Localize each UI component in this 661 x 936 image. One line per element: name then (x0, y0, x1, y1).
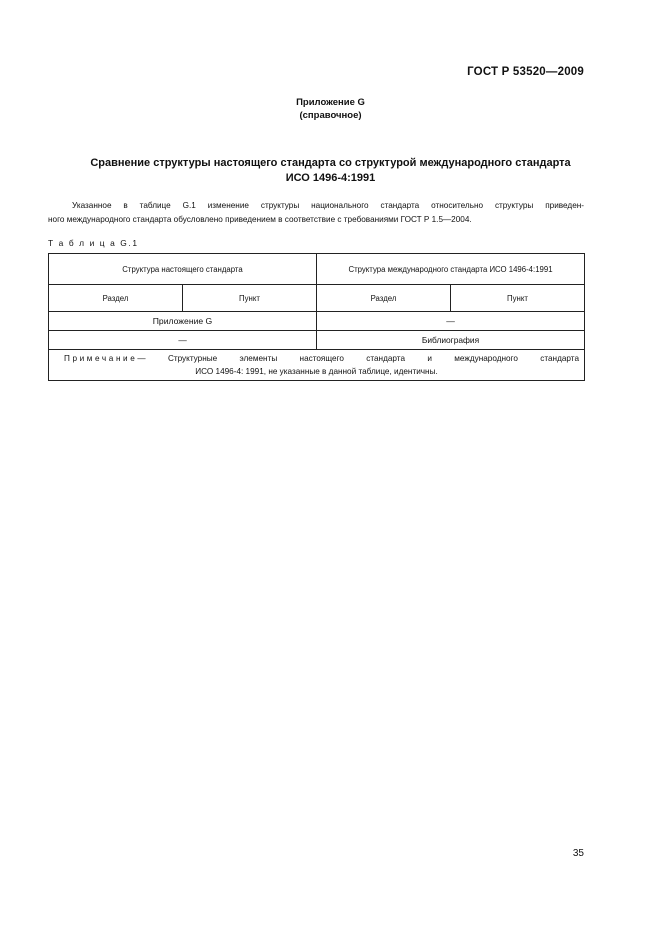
note-label: Примечание (64, 354, 138, 363)
page-number: 35 (572, 848, 584, 859)
document-title-line2: ИСО 1496-4:1991 (285, 172, 376, 184)
subheader-international-section: Раздел (317, 285, 451, 312)
cell-international-bibliography: Библиография (317, 331, 585, 350)
document-title (48, 156, 613, 186)
note-text-line2: ИСО 1496-4: 1991, не указанные в данной таблице, идентичны. (195, 367, 438, 376)
document-title-line1: Сравнение структуры настоящего стандарта со структурой международного стандарта (90, 157, 571, 169)
appendix-type: (справочное) (299, 110, 362, 121)
note-line1 (54, 352, 579, 365)
note-dash: — (137, 354, 146, 363)
header-national-structure: Структура настоящего стандарта (49, 254, 317, 285)
table-row (49, 312, 585, 331)
subheader-national-clause: Пункт (183, 285, 317, 312)
table-header-row (49, 254, 585, 285)
standard-code-header: ГОСТ Р 53520—2009 (467, 66, 584, 78)
note-text-line1: Структурные элементы настоящего стандарта и международного стандарта (167, 354, 579, 363)
subheader-national-section: Раздел (49, 285, 183, 312)
header-international-structure: Структура международного стандарта ИСО 1496-4:1991 (317, 254, 585, 285)
appendix-title: Приложение G (296, 97, 365, 108)
cell-national-dash: — (49, 331, 317, 350)
cell-national-appendix-g: Приложение G (49, 312, 317, 331)
comparison-table (48, 253, 585, 381)
table-note-row (49, 350, 585, 381)
table-row (49, 331, 585, 350)
appendix-heading (0, 96, 661, 122)
table-subheader-row (49, 285, 585, 312)
intro-line2: ного международного стандарта обусловлено приведением в соответствие с требованиями ГОСТ Р 1.5—2004. (48, 215, 472, 224)
cell-international-dash: — (317, 312, 585, 331)
intro-line1: Указанное в таблице G.1 изменение структуры национального стандарта относительно структуры приведен- (72, 201, 584, 210)
table-label: Т а б л и ц а G.1 (48, 238, 139, 248)
table-note (49, 350, 585, 381)
intro-paragraph (48, 199, 584, 227)
subheader-international-clause: Пункт (451, 285, 585, 312)
